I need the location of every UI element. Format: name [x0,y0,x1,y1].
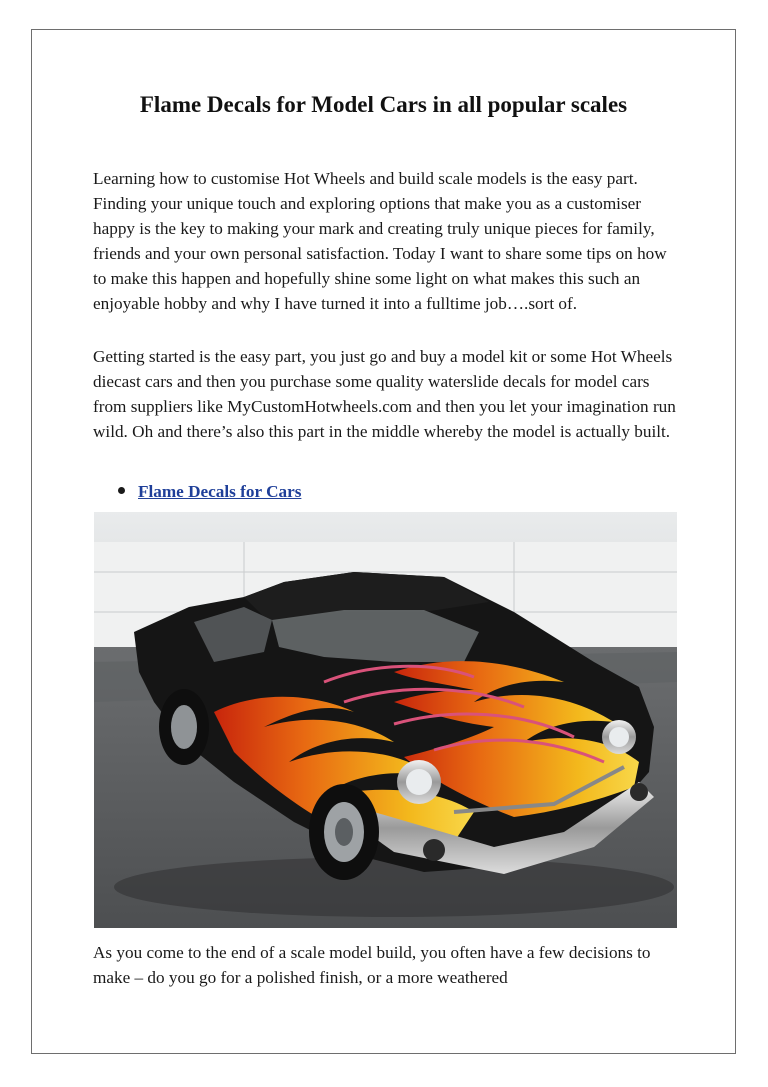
car-photo [94,512,677,928]
bullet-list-item [118,479,301,504]
paragraph-intro: Learning how to customise Hot Wheels and build scale models is the easy part. Finding your unique touch and exploring options that make you as a customiser happy is the key to making your mark and creating truly unique pieces for family, friends and your own personal satisfaction. Today I want to share some tips on how to make this happen and hopefully shine some light on what makes this such an enjoyable hobby and why I have turned it into a fulltime job….sort of. [93,169,667,313]
paragraph-end-of-build: As you come to the end of a scale model build, you often have a few decisions to make – do you go for a polished finish, or a more weathered [93,943,651,987]
paragraph-getting-started: Getting started is the easy part, you just go and buy a model kit or some Hot Wheels diecast cars and then you purchase some quality waterslide decals for model cars from suppliers like MyCustomHotwheels.com and then you let your imagination run wild. Oh and there’s also this part in the middle whereby the model is actually built. [93,347,676,441]
page-title: Flame Decals for Model Cars in all popular scales [139,92,628,117]
bullet-icon [118,487,125,494]
flame-decals-link[interactable]: Flame Decals for Cars [138,482,302,501]
